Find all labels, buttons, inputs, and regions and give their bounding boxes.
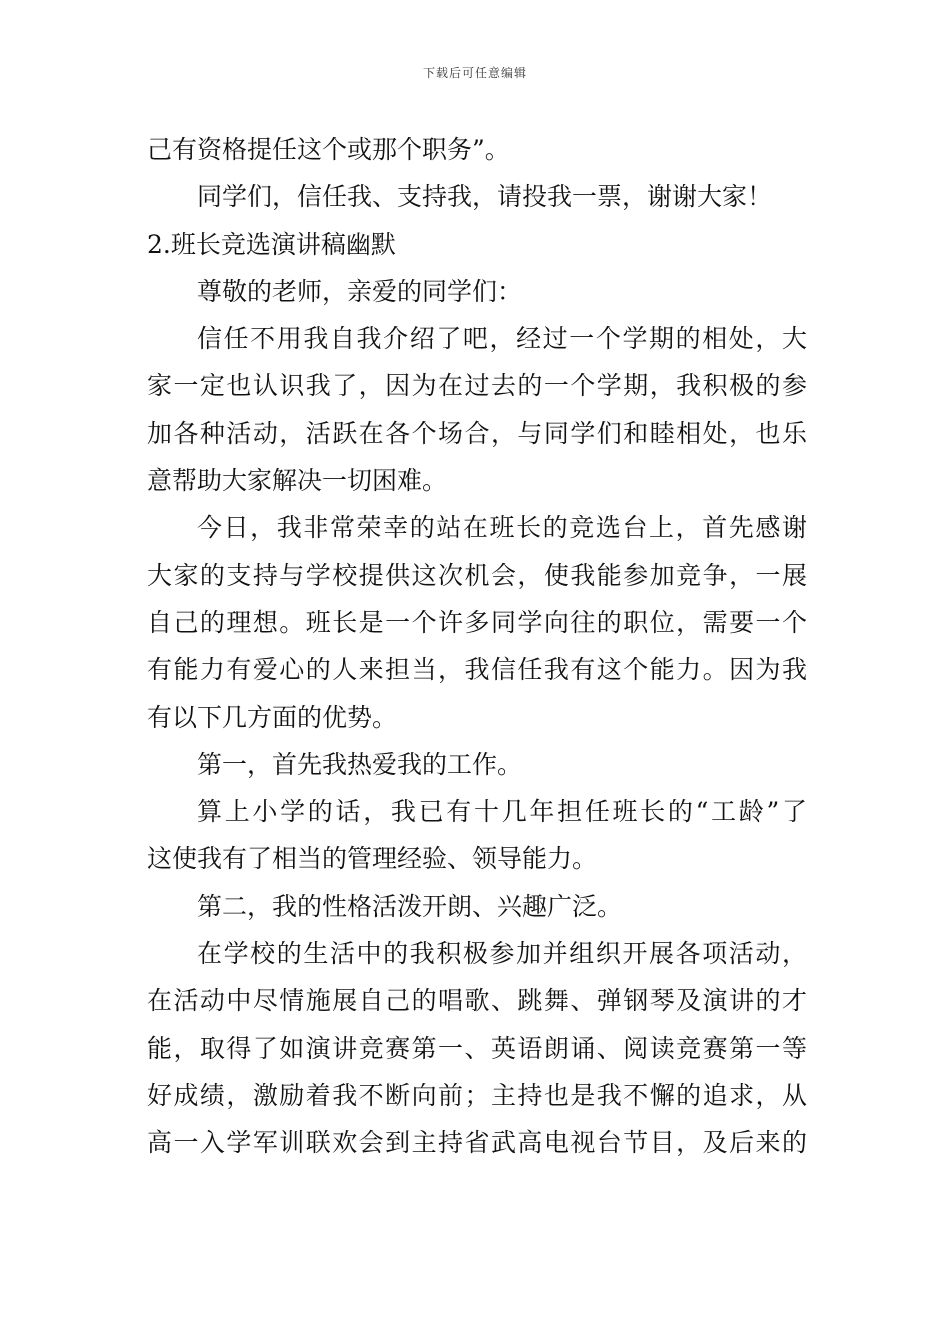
text-line: 在活动中尽情施展自己的唱歌、跳舞、弹钢琴及演讲的才 [147, 986, 807, 1016]
text-line: 算上小学的话，我已有十几年担任班长的“工龄”了 [197, 797, 807, 827]
text-line: 家一定也认识我了，因为在过去的一个学期，我积极的参 [147, 371, 807, 401]
text-line: 大家的支持与学校提供这次机会，使我能参加竞争，一展 [147, 560, 807, 590]
text-line: 同学们，信任我、支持我，请投我一票，谢谢大家！ [197, 182, 773, 212]
text-line: 第一，首先我热爱我的工作。 [197, 749, 523, 779]
text-line: 己有资格提任这个或那个职务”。 [147, 135, 510, 164]
text-line: 2.班长竞选演讲稿幽默 [147, 229, 396, 259]
text-line: 信任不用我自我介绍了吧，经过一个学期的相处，大 [197, 324, 807, 354]
text-line: 第二，我的性格活泼开朗、兴趣广泛。 [197, 891, 623, 921]
text-line: 有以下几方面的优势。 [147, 702, 398, 732]
text-line: 好成绩，激励着我不断向前；主持也是我不懈的追求，从 [147, 1080, 807, 1110]
text-line: 意帮助大家解决一切困难。 [147, 466, 448, 496]
text-line: 尊敬的老师，亲爱的同学们： [197, 276, 523, 306]
text-line: 自己的理想。班长是一个许多同学向往的职位，需要一个 [147, 607, 807, 637]
page-header: 下载后可任意编辑 [422, 66, 527, 80]
text-line: 这使我有了相当的管理经验、领导能力。 [147, 844, 598, 874]
text-line: 高一入学军训联欢会到主持省武高电视台节目，及后来的 [147, 1128, 807, 1158]
text-line: 能，取得了如演讲竞赛第一、英语朗诵、阅读竞赛第一等 [147, 1033, 807, 1063]
text-line: 加各种活动，活跃在各个场合，与同学们和睦相处，也乐 [147, 418, 807, 448]
text-line: 在学校的生活中的我积极参加并组织开展各项活动， [197, 939, 807, 969]
document-body [147, 126, 807, 1167]
text-line: 有能力有爱心的人来担当，我信任我有这个能力。因为我 [147, 655, 807, 685]
text-line: 今日，我非常荣幸的站在班长的竞选台上，首先感谢 [197, 513, 807, 543]
